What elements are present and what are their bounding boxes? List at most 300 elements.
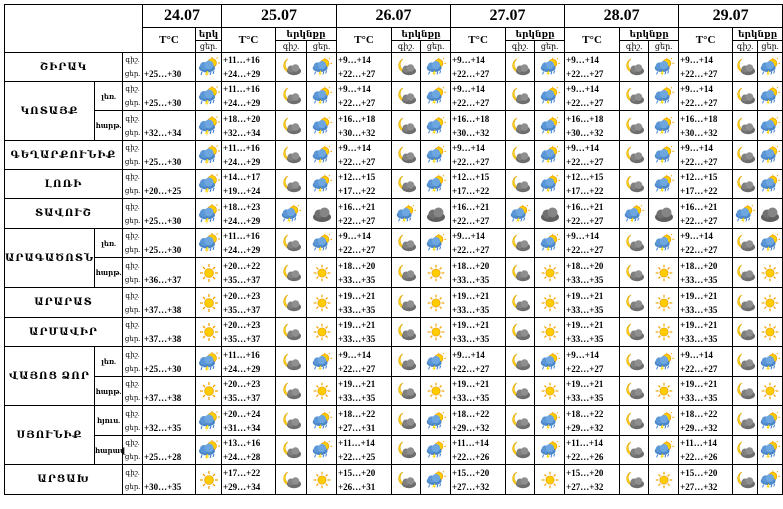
ts-icon xyxy=(649,53,679,82)
ts-icon xyxy=(196,229,222,258)
day-temp: +33…+35 xyxy=(680,304,718,315)
date-header: 24.07 xyxy=(143,5,222,28)
moon-icon xyxy=(620,465,649,495)
day-label: ցեր. xyxy=(124,364,141,373)
zone-label: լեռ. xyxy=(95,347,123,377)
night-label: գիշ. xyxy=(125,321,140,329)
region-name: ԼՈՌԻ xyxy=(5,170,123,199)
night-temp: +9…+14 xyxy=(452,55,485,65)
temperature-cell xyxy=(679,465,733,495)
temperature-cell xyxy=(222,436,276,465)
temperature-cell xyxy=(222,170,276,199)
date-header: 27.07 xyxy=(451,5,565,28)
region-row xyxy=(5,406,783,436)
temperature-cell xyxy=(679,318,733,347)
moon-icon xyxy=(620,347,649,377)
temperature-cell xyxy=(451,111,506,141)
region-row xyxy=(5,141,783,170)
sky-column-header: երկնքը xyxy=(620,28,679,41)
day-temp: +25…+30 xyxy=(144,69,182,79)
temperature-cell xyxy=(337,406,392,436)
moon-icon xyxy=(506,82,535,111)
night-temp: +9…+14 xyxy=(680,349,713,360)
day-temp: +22…+27 xyxy=(680,363,718,374)
day-temp: +25…+30 xyxy=(144,245,182,255)
day-temp: +32…+35 xyxy=(144,422,182,433)
day-temp: +24…+29 xyxy=(223,363,261,374)
day-label: ցեր. xyxy=(124,335,141,343)
moon-icon xyxy=(392,465,421,495)
temperature-cell xyxy=(143,436,196,465)
ts-icon xyxy=(196,347,222,377)
day-temp: +37…+38 xyxy=(144,393,182,403)
day-label: ցեր. xyxy=(124,158,141,166)
temperature-cell xyxy=(565,53,620,82)
ts-icon xyxy=(733,199,758,229)
day-temp: +33…+35 xyxy=(680,274,718,285)
day-temp: +22…+27 xyxy=(566,215,604,226)
temperature-cell xyxy=(565,288,620,318)
temperature-cell xyxy=(222,318,276,347)
sun-icon xyxy=(421,288,451,318)
day-label: ցեր. xyxy=(124,99,141,107)
day-temp: +31…+34 xyxy=(223,422,261,433)
night-temp: +19…+21 xyxy=(680,290,718,301)
night-temp: +18…+22 xyxy=(338,408,376,419)
day-temp: +22…+27 xyxy=(338,245,376,255)
moon-icon xyxy=(276,288,307,318)
ts-icon xyxy=(758,82,783,111)
day-label: ցեր. xyxy=(124,128,141,137)
ts-icon xyxy=(421,436,451,465)
night-temp: +11…+14 xyxy=(680,438,717,448)
day-phase-header: ցեր. xyxy=(421,41,451,53)
ts-icon xyxy=(307,406,337,436)
day-temp: +17…+22 xyxy=(452,186,490,196)
temperature-cell xyxy=(679,258,733,288)
ts-icon xyxy=(649,229,679,258)
temperature-cell xyxy=(679,53,733,82)
ts-icon xyxy=(196,82,222,111)
day-temp: +17…+22 xyxy=(680,186,718,196)
temperature-cell xyxy=(451,465,506,495)
night-temp: +9…+14 xyxy=(680,84,713,94)
temperature-cell xyxy=(679,111,733,141)
moon-icon xyxy=(392,436,421,465)
sun-icon xyxy=(307,288,337,318)
date-header: 29.07 xyxy=(679,5,783,28)
night-temp: +19…+21 xyxy=(680,379,718,389)
temperature-cell xyxy=(679,436,733,465)
night-temp: +16…+21 xyxy=(566,201,604,212)
region-name: ԳԵՂԱՐՔՈՒՆԻՔ xyxy=(5,141,123,170)
day-temp: +22…+27 xyxy=(680,215,718,226)
ts-icon xyxy=(421,465,451,495)
temperature-cell xyxy=(337,258,392,288)
day-temp: +24…+29 xyxy=(223,98,261,108)
ts-icon xyxy=(535,406,565,436)
region-row xyxy=(5,318,783,347)
night-temp xyxy=(144,377,195,391)
zone-label: հարթ. xyxy=(95,377,123,406)
day-temp: +37…+38 xyxy=(144,334,182,344)
moon-icon xyxy=(506,258,535,288)
region-row xyxy=(5,53,783,82)
temperature-cell xyxy=(337,199,392,229)
ts-icon xyxy=(535,53,565,82)
moon-icon xyxy=(276,111,307,141)
night-temp xyxy=(144,200,195,214)
sun-icon xyxy=(535,318,565,347)
day-temp: +22…+27 xyxy=(338,69,376,79)
moon-icon xyxy=(620,377,649,406)
moon-icon xyxy=(506,141,535,170)
night-temp: +18…+23 xyxy=(223,201,261,212)
moon-icon xyxy=(276,377,307,406)
night-temp: +9…+14 xyxy=(566,231,599,241)
night-label: գիշ. xyxy=(125,144,140,152)
night-label: գիշ. xyxy=(125,261,140,270)
night-temp: +20…+24 xyxy=(223,408,261,419)
phase-labels xyxy=(123,141,143,170)
moon-icon xyxy=(620,258,649,288)
temperature-cell xyxy=(222,406,276,436)
moon-icon xyxy=(392,229,421,258)
night-temp: +18…+22 xyxy=(680,408,718,419)
temperature-cell xyxy=(222,82,276,111)
moon-icon xyxy=(620,436,649,465)
day-temp: +22…+27 xyxy=(452,98,490,108)
moon-icon xyxy=(506,377,535,406)
day-temp: +22…+27 xyxy=(566,245,604,255)
temp-column-header: T°C xyxy=(337,28,392,53)
sun-icon xyxy=(758,377,783,406)
ts-icon xyxy=(758,111,783,141)
ts-icon xyxy=(196,141,222,170)
day-temp: +30…+35 xyxy=(144,481,182,492)
temperature-cell xyxy=(337,465,392,495)
sun-icon xyxy=(307,258,337,288)
ts-icon xyxy=(620,199,649,229)
night-label: գիշ. xyxy=(125,409,140,418)
temp-column-header: T°C xyxy=(143,28,196,53)
night-temp: +11…+16 xyxy=(223,231,260,241)
temperature-cell xyxy=(565,111,620,141)
ts-icon xyxy=(196,199,222,229)
temperature-cell xyxy=(143,258,196,288)
temperature-cell xyxy=(679,199,733,229)
temperature-cell xyxy=(451,288,506,318)
moon-icon xyxy=(620,111,649,141)
moon-icon xyxy=(276,229,307,258)
phase-labels xyxy=(123,229,143,258)
region-name: ՇԻՐԱԿ xyxy=(5,53,123,82)
day-temp: +25…+30 xyxy=(144,363,182,374)
moon-icon xyxy=(733,347,758,377)
night-temp xyxy=(144,407,195,421)
day-temp: +33…+35 xyxy=(680,334,718,344)
night-temp: +9…+14 xyxy=(566,349,599,360)
temperature-cell xyxy=(337,53,392,82)
night-temp: +17…+22 xyxy=(223,467,261,478)
phase-labels xyxy=(123,436,143,465)
day-temp: +35…+37 xyxy=(223,304,261,315)
day-phase-header: ցեր. xyxy=(535,41,565,53)
night-temp xyxy=(144,466,195,480)
moon-icon xyxy=(506,111,535,141)
moon-icon xyxy=(506,229,535,258)
temperature-cell xyxy=(337,111,392,141)
ts-icon xyxy=(307,53,337,82)
temperature-cell xyxy=(143,170,196,199)
night-temp: +11…+16 xyxy=(223,349,260,360)
temperature-cell xyxy=(451,318,506,347)
phase-labels xyxy=(123,258,143,288)
night-temp: +9…+14 xyxy=(452,231,485,241)
temperature-cell xyxy=(337,170,392,199)
temperature-cell xyxy=(143,377,196,406)
ts-icon xyxy=(307,141,337,170)
night-temp: +19…+21 xyxy=(680,320,718,330)
day-temp: +27…+31 xyxy=(338,422,376,433)
day-temp: +19…+24 xyxy=(223,186,261,196)
night-temp xyxy=(144,141,195,155)
moon-icon xyxy=(620,288,649,318)
day-temp: +22…+27 xyxy=(452,157,490,167)
day-temp: +30…+32 xyxy=(452,127,490,138)
day-label: ցեր. xyxy=(124,482,141,491)
temperature-cell xyxy=(679,288,733,318)
region-name: ԱՐՄԱՎԻՐ xyxy=(5,318,123,347)
temp-column-header: T°C xyxy=(222,28,276,53)
night-temp: +11…+16 xyxy=(223,55,260,65)
corner-cell xyxy=(5,5,143,53)
night-temp: +9…+14 xyxy=(680,55,713,65)
day-temp: +33…+35 xyxy=(566,304,604,315)
moon-icon xyxy=(392,170,421,199)
temperature-cell xyxy=(337,82,392,111)
day-temp: +33…+35 xyxy=(338,304,376,315)
region-name: ՍՅՈՒՆԻՔ xyxy=(5,406,95,465)
temperature-cell xyxy=(337,229,392,258)
day-temp: +22…+27 xyxy=(566,157,604,167)
ts-icon xyxy=(649,406,679,436)
night-temp: +12…+15 xyxy=(680,172,718,182)
night-temp: +18…+22 xyxy=(566,408,604,419)
zone-label: հարթ. xyxy=(95,258,123,288)
night-temp: +19…+21 xyxy=(566,320,604,330)
temperature-cell xyxy=(679,82,733,111)
sun-icon xyxy=(307,465,337,495)
temperature-cell xyxy=(143,141,196,170)
day-temp: +22…+26 xyxy=(566,452,604,462)
sun-icon xyxy=(535,465,565,495)
day-label: ցեր. xyxy=(124,305,141,314)
moon-icon xyxy=(733,258,758,288)
sun-icon xyxy=(535,288,565,318)
moon-icon xyxy=(733,111,758,141)
ts-icon xyxy=(196,436,222,465)
phase-labels xyxy=(123,111,143,141)
night-temp: +11…+14 xyxy=(566,438,603,448)
ts-icon xyxy=(307,82,337,111)
temperature-cell xyxy=(143,53,196,82)
sky-column-header: երկ xyxy=(196,28,222,41)
night-phase-header: գիշ. xyxy=(276,41,307,53)
night-temp: +19…+21 xyxy=(452,320,490,330)
temperature-cell xyxy=(337,347,392,377)
temperature-cell xyxy=(451,258,506,288)
day-temp: +22…+27 xyxy=(338,98,376,108)
day-temp: +22…+27 xyxy=(452,215,490,226)
region-row xyxy=(5,111,783,141)
temperature-cell xyxy=(565,141,620,170)
temperature-cell xyxy=(222,229,276,258)
moon-icon xyxy=(733,229,758,258)
night-temp: +19…+21 xyxy=(452,379,490,389)
sun-icon xyxy=(196,258,222,288)
temperature-cell xyxy=(679,377,733,406)
day-temp: +33…+35 xyxy=(566,274,604,285)
region-row xyxy=(5,465,783,495)
temperature-cell xyxy=(451,82,506,111)
day-temp: +29…+34 xyxy=(223,481,261,492)
night-temp: +9…+14 xyxy=(680,143,713,153)
night-temp: +16…+21 xyxy=(452,201,490,212)
ts-icon xyxy=(649,82,679,111)
moon-icon xyxy=(276,318,307,347)
moon-icon xyxy=(392,318,421,347)
temperature-cell xyxy=(565,377,620,406)
moon-icon xyxy=(620,229,649,258)
day-temp: +22…+26 xyxy=(452,452,490,462)
night-temp xyxy=(144,53,195,67)
day-label: ցեր. xyxy=(124,246,141,254)
day-temp: +27…+32 xyxy=(566,481,604,492)
moon-icon xyxy=(733,141,758,170)
ts-icon xyxy=(649,436,679,465)
night-temp: +11…+16 xyxy=(223,143,260,153)
date-header: 28.07 xyxy=(565,5,679,28)
sun-icon xyxy=(758,318,783,347)
ts-icon xyxy=(421,170,451,199)
temperature-cell xyxy=(565,199,620,229)
moon-icon xyxy=(733,82,758,111)
sun-icon xyxy=(649,377,679,406)
temperature-cell xyxy=(451,229,506,258)
temp-column-header: T°C xyxy=(451,28,506,53)
temperature-cell xyxy=(143,406,196,436)
temperature-cell xyxy=(451,377,506,406)
ts-icon xyxy=(307,347,337,377)
moon-icon xyxy=(276,170,307,199)
ts-icon xyxy=(535,436,565,465)
ts-icon xyxy=(535,111,565,141)
temperature-cell xyxy=(451,199,506,229)
sky-column-header: երկնքը xyxy=(276,28,337,41)
night-label: գիշ. xyxy=(125,291,140,300)
region-name: ԿՈՏԱՅՔ xyxy=(5,82,95,141)
sun-icon xyxy=(196,288,222,318)
day-temp: +25…+30 xyxy=(144,215,182,226)
sun-icon xyxy=(758,288,783,318)
temperature-cell xyxy=(337,318,392,347)
night-temp: +19…+21 xyxy=(566,379,604,389)
day-temp: +17…+22 xyxy=(566,186,604,196)
moon-icon xyxy=(506,318,535,347)
night-temp: +9…+14 xyxy=(566,55,599,65)
moon-icon xyxy=(276,141,307,170)
day-phase-header: ցեր. xyxy=(758,41,783,53)
temperature-cell xyxy=(222,377,276,406)
day-temp: +37…+38 xyxy=(144,304,182,315)
night-label: գիշ. xyxy=(125,350,140,359)
temperature-cell xyxy=(143,318,196,347)
night-label: գիշ. xyxy=(125,173,140,181)
sun-icon xyxy=(535,258,565,288)
temperature-cell xyxy=(143,199,196,229)
ts-icon xyxy=(535,347,565,377)
night-temp: +19…+21 xyxy=(338,290,376,301)
day-temp: +27…+32 xyxy=(452,481,490,492)
temperature-cell xyxy=(222,347,276,377)
night-temp: +16…+21 xyxy=(680,201,718,212)
night-temp: +18…+20 xyxy=(452,260,490,271)
day-temp: +33…+35 xyxy=(452,304,490,315)
ts-icon xyxy=(196,170,222,199)
sun-icon xyxy=(196,465,222,495)
region-row xyxy=(5,347,783,377)
day-temp: +26…+31 xyxy=(338,481,376,492)
day-temp: +27…+32 xyxy=(680,481,718,492)
ts-icon xyxy=(649,170,679,199)
moon-icon xyxy=(506,288,535,318)
cloud-icon xyxy=(307,199,337,229)
moon-icon xyxy=(733,465,758,495)
temperature-cell xyxy=(679,347,733,377)
ts-icon xyxy=(649,347,679,377)
ts-icon xyxy=(276,199,307,229)
moon-icon xyxy=(392,82,421,111)
moon-icon xyxy=(620,170,649,199)
moon-icon xyxy=(276,53,307,82)
day-temp: +25…+30 xyxy=(144,98,182,108)
sun-icon xyxy=(421,318,451,347)
day-temp: +32…+34 xyxy=(144,127,182,138)
night-temp: +9…+14 xyxy=(338,349,371,360)
day-temp: +32…+34 xyxy=(223,127,261,138)
temperature-cell xyxy=(565,318,620,347)
moon-icon xyxy=(733,377,758,406)
day-temp: +30…+32 xyxy=(338,127,376,138)
day-temp: +25…+28 xyxy=(144,452,182,462)
day-temp: +22…+27 xyxy=(338,363,376,374)
region-name: ՎԱՅՈՑ ՁՈՐ xyxy=(5,347,95,406)
temperature-cell xyxy=(451,53,506,82)
temperature-cell xyxy=(143,288,196,318)
phase-labels xyxy=(123,288,143,318)
night-temp: +11…+16 xyxy=(223,84,260,94)
day-temp: +35…+37 xyxy=(223,393,261,403)
moon-icon xyxy=(276,347,307,377)
day-temp: +22…+27 xyxy=(452,363,490,374)
zone-label: հարթ. xyxy=(95,111,123,141)
day-temp: +22…+27 xyxy=(680,157,718,167)
day-label: ցեր. xyxy=(124,394,141,402)
temperature-cell xyxy=(565,170,620,199)
region-row xyxy=(5,199,783,229)
moon-icon xyxy=(276,406,307,436)
